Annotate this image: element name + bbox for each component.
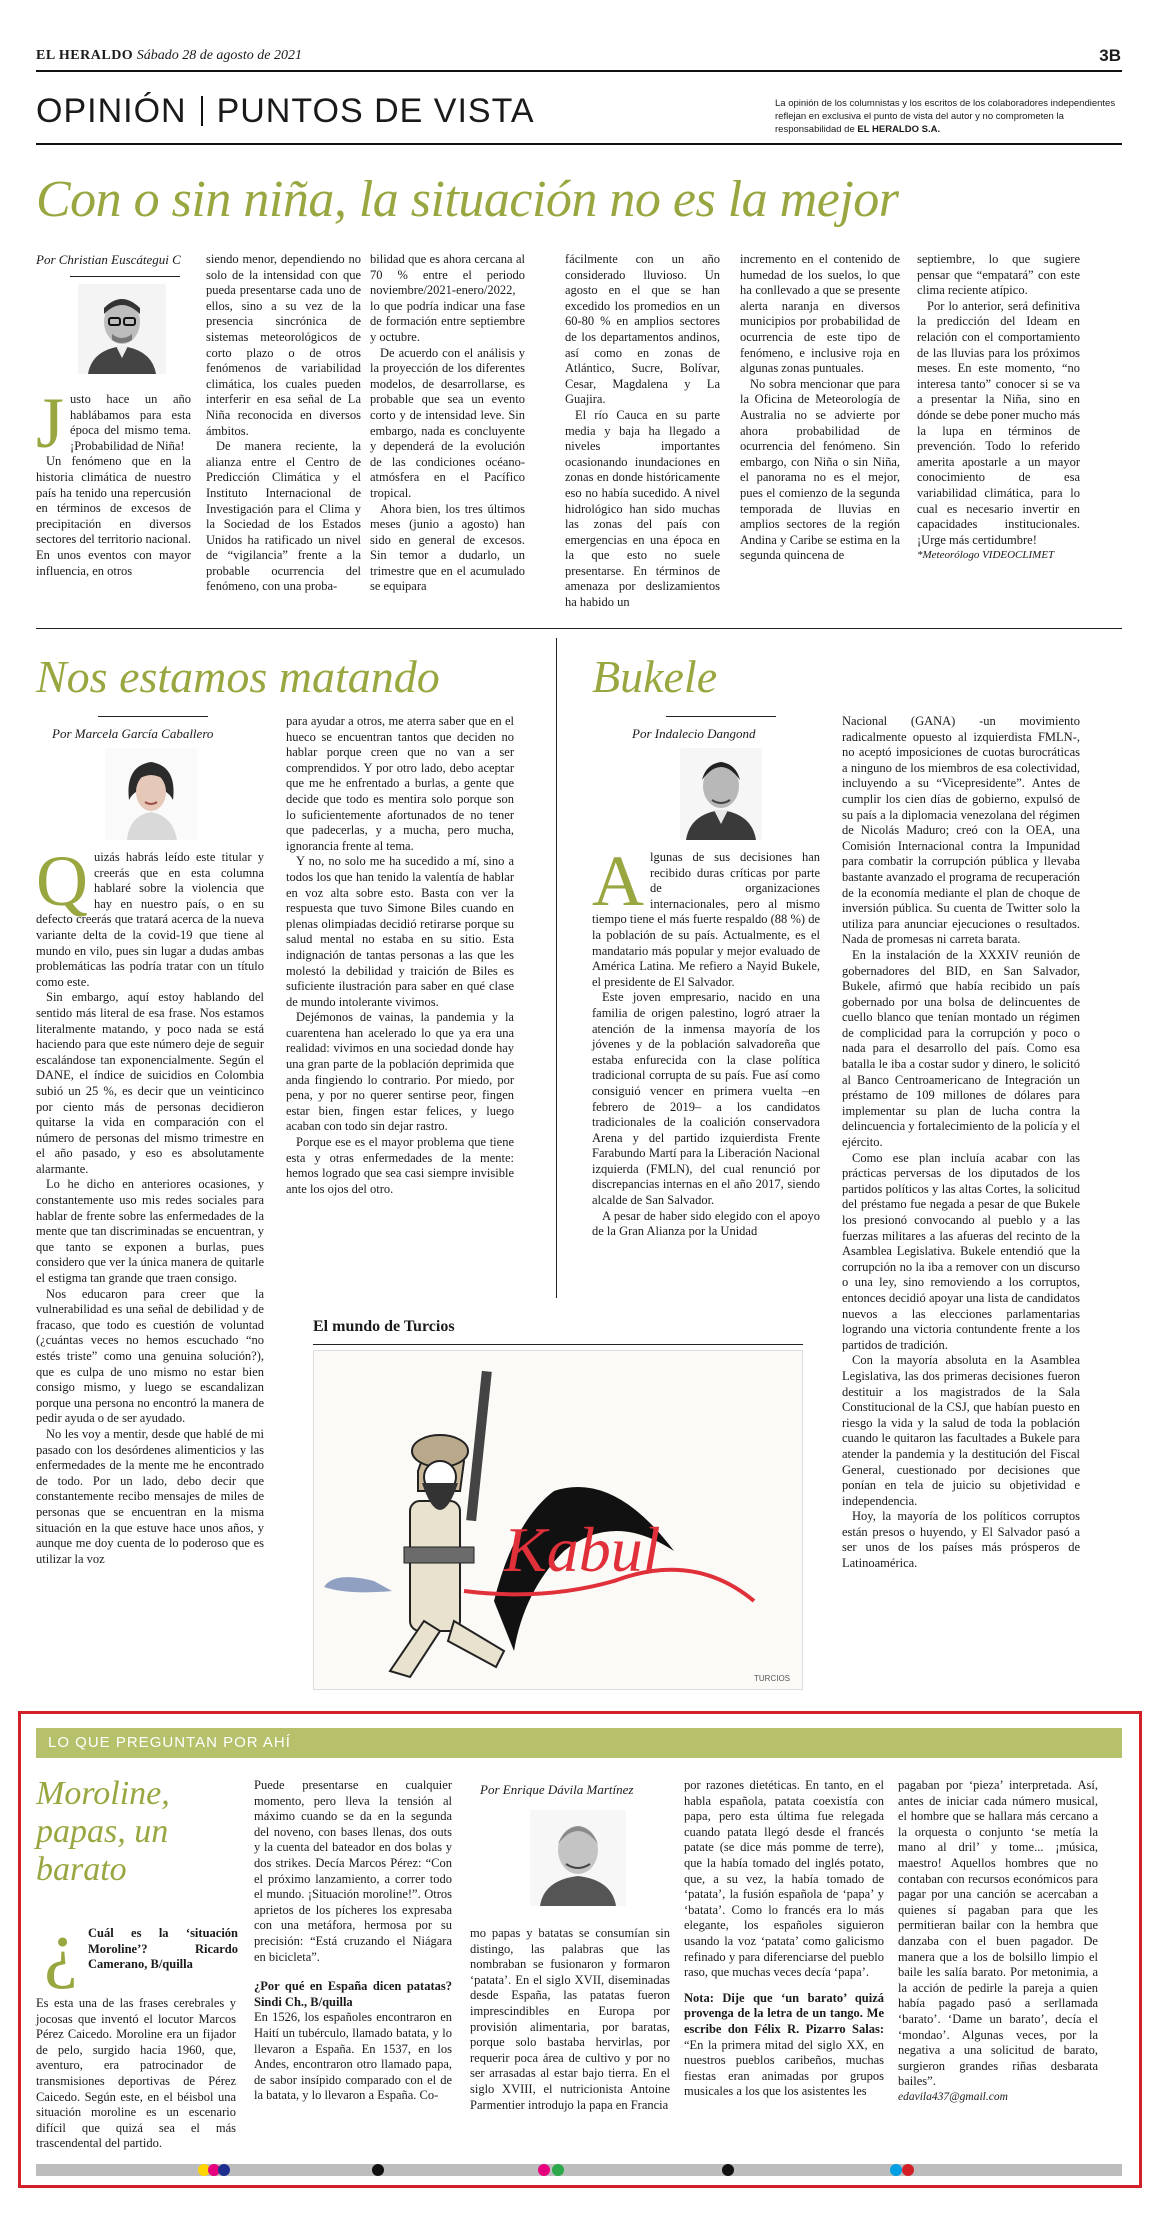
paragraph: De manera reciente, la alianza entre el Centro de Predicción Climática y el Instituto Internacional de Investigación para el Clima y la Sociedad de los Estados Unidos ha ratificado un nivel de “vigilancia” frente a la probable ocurrencia del fenómeno, con una proba-	[206, 439, 361, 594]
paragraph: No sobra mencionar que para la Oficina de Meteorología de Australia no se advierte por ahora probabilidad de ocurrencia del fenómeno. Sin embargo, con Niña o sin Niña, el panorama no es el mejor, pues el comienzo de la segunda temporada de lluvias en amplios sectores de la región Andina y Caribe se estima en la segunda quincena de	[740, 376, 900, 563]
article1-col-6	[917, 252, 1080, 564]
disclaimer-brand: EL HERALDO S.A.	[857, 123, 941, 135]
qa-question-1	[88, 1926, 238, 1973]
paragraph: Lo he dicho en anteriores ocasiones, y constantemente uso mis redes sociales para hablar de frente sobre las enfermedades de la mente que tan discriminadas se encuentran, y que tanto se exponen a burlas, pues considero que ver la única manera de quitarle el estigma tan grande que traen consigo.	[36, 1177, 264, 1286]
paragraph: Es esta una de las frases cerebrales y jocosas que inventó el locutor Marcos Pérez Caicedo. Moroline era un fijador de pelo, surgido hacia 1960, que, aventuro, era patrocinador de transmisiones deportivas de Pérez Caicedo. Según este, en el béisbol una situación moroline es un escenario difícil que quizá sea el más trascendental del partido.	[36, 1996, 236, 2151]
article1-col-4	[565, 252, 720, 611]
paragraph: A pesar de haber sido elegido con el apoyo de la Gran Alianza por la Unidad	[592, 1208, 820, 1239]
paragraph: Sin embargo, aquí estoy hablando del sentido más literal de esa frase. Nos estamos literalmente matando, y poco nada se está haciendo para que este número deje de seguir escalándose tan exponencialmente. Según el DANE, el índice de suicidios en Colombia subió un 25 %, es decir que un veinticinco por ciento más de personas decidieron quitarse la vida en comparación con el número de personas del mismo trimestre en el año pasado, y eso es absolutamente alarmante.	[36, 990, 264, 1176]
cartoon-illustration	[313, 1350, 803, 1690]
paragraph: Con la mayoría absoluta en la Asamblea Legislativa, las dos primeras decisiones fueron destituir a los magistrados de la Sala Constitucional de la CSJ, que habían puesto en riesgo la vida y la salud de toda la población cuando le quitaron las facultades a Bukele para atender la pandemia y la destitución del Fiscal General, cuestionado por decisiones que ponían en tela de juicio su objetividad e independencia.	[842, 1353, 1080, 1508]
registration-dot	[552, 2164, 564, 2176]
paragraph: mo papas y batatas se consumían sin distingo, las palabras que las nombraban se fusionaron y formaron ‘patata’. En el siglo XVII, diseminadas desde España, las patatas fueron imprescindibles en Europa por provisión alimentaria, por baratas, porque solo bastaba hervirlas, por requerir poca área de cultivo y por no ser arrasadas al estar bajo tierra. En el siglo XVIII, el nutricionista Antoine Parmentier introdujo la papa en Francia	[470, 1926, 670, 2112]
paragraph: lgunas de sus decisiones han recibido duras críticas por parte de organizaciones internacionales, pero al mismo tiempo tiene el más fuerte respaldo (88 %) de la población de su país. Actualmente, es el mandatario más popular y mejor evaluado de América Latina. Me refiero a Nayid Bukele, el presidente de El Salvador.	[592, 850, 820, 989]
section-title	[36, 92, 535, 131]
registration-dot	[902, 2164, 914, 2176]
question-mark-cap: ¿	[44, 1906, 78, 1990]
article2-col-2	[286, 714, 514, 1197]
top-rule	[36, 70, 1122, 72]
section-name: OPINIÓN	[36, 92, 187, 130]
disclaimer	[775, 98, 1120, 136]
cartoon-signature: TURCIOS	[754, 1674, 790, 1683]
paragraph: siendo menor, dependiendo no solo de la intensidad con que pueda presentarse cada uno de ellos, sino a su vez de la presencia sincrónica de sistemas meteorológicos de corto plazo o de otros fenómenos de variabilidad climática, los cuales pueden interferir en esa señal de La Niña reconocida en diversos ámbitos.	[206, 252, 361, 438]
section-separator	[201, 96, 203, 126]
qa-col-4	[684, 1778, 884, 2100]
issue-date: Sábado 28 de agosto de 2021	[136, 48, 302, 63]
paragraph: Como ese plan incluía acabar con las prácticas perversas de los diputados de los partidos políticos y las altas Cortes, la solicitud del préstamo fue negada a pesar de que Bukele los presionó convocando al pueblo y a las fuerzas militares a las afueras del recinto de la Asamblea Legislativa. Bukele entendió que la corrupción no la iba a remover con un discurso o una ley, sino removiendo a los corruptos, entonces decidió apoyar una lista de candidatos nuevos a las elecciones parlamentarias logrando una victoria contundente frente a los partidos de tradición.	[842, 1150, 1080, 1352]
qa-byline: Por Enrique Dávila Martínez	[480, 1782, 634, 1797]
paragraph: para ayudar a otros, me aterra saber que en el hueco se encuentran tantos que deciden no hablar porque creen que no van a ser comprendidos. Y por otro lado, debo aceptar que me he enfrentado a burlas, a gente que decide que todo es mentira solo porque son lo suficientemente afortunados de no tener que padecerlas, y a mucha, pero mucha, ignorancia frente al tema.	[286, 714, 514, 853]
paragraph: Nos educaron para creer que la vulnerabilidad es una señal de debilidad y de fracaso, que todo es cuestión de voluntad (¿cuántas veces no hemos escuchado “no estés triste” como una genuina solución?), que es culpa de uno mismo no estar bien consigo mismo, y luego se escandalizan porque una persona no encontró la manera de pedir ayuda o de ser ayudado.	[36, 1286, 264, 1426]
article1-col-3	[370, 252, 525, 595]
article1-headline: Con o sin niña, la situación no es la mejor	[36, 171, 899, 228]
paragraph: fácilmente con un año considerado lluvioso. Un agosto en el que se han excedido los promedios en un 60-80 % en amplios sectores de los departamentos andinos, así como en zonas de Atlántico, Sucre, Bolívar, Cesar, Magdalena y La Guajira.	[565, 252, 720, 407]
article2-col-1	[36, 841, 264, 1567]
author-portrait-euscategui	[78, 284, 166, 374]
article3-col-2	[842, 714, 1080, 1572]
registration-dot	[722, 2164, 734, 2176]
cartoon-word: Kabul	[504, 1514, 661, 1585]
page-number: 3B	[1099, 46, 1121, 65]
paragraph: El río Cauca en su parte media y baja ha llegado a niveles importantes ocasionando inundaciones en zonas en donde históricamente eso no había sucedido. A nivel hidrológico han sido muchas las zonas del país con emergencias en una época en la que esto no suele presentarse. En términos de amenaza por deslizamientos ha habido un	[565, 407, 720, 610]
question: ¿Por qué en España dicen patatas? Sindi Ch., B/quilla	[254, 1979, 452, 2009]
paragraph: No les voy a mentir, desde que hablé de mi pasado con los desórdenes alimenticios y las enfermedades de la mente me he encontrado de todo. Por un lado, debo decir que constantemente recibo mensajes de miles de personas que se encuentran en la misma situación en la que estuve hace unos años, y aunque me doy cuenta de lo poderoso que es utilizar la voz	[36, 1426, 264, 1566]
author-portrait-garcia	[105, 748, 197, 840]
column-divider	[556, 638, 557, 1298]
paragraph: por razones dietéticas. En tanto, en el habla española, patata coexistía con papa, pero esta última fue relegada cuando patata llegó desde el francés patate (se dice más pomme de terre), que la había tomado del inglés potato, que, a su vez, la había tomado de ‘patata’, la fusión española de ‘papa’ y ‘batata’. Como lo francés era lo más elegante, los españoles siguieron usando la voz ‘patata’ como galicismo refinado y para diferenciarse del pueblo raso, que muchas veces decía ‘papa’.	[684, 1778, 884, 1980]
paragraph: septiembre, lo que sugiere pensar que “empatará” con este clima reciente atípico.	[917, 252, 1080, 298]
article1-col-1	[36, 383, 191, 579]
paragraph: Hoy, la mayoría de los políticos corruptos están presos o huyendo, y El Salvador pasó a ser unos de los países más prósperos de Latinoamérica.	[842, 1509, 1080, 1571]
registration-dot	[218, 2164, 230, 2176]
section-subname: PUNTOS DE VISTA	[216, 92, 535, 130]
paragraph: De acuerdo con el análisis y la proyección de los diferentes modelos, de desarrollarse, es probable que sea un evento corto y de intensidad leve. Sin embargo, nada es concluyente y dependerá de la evolución de las condiciones océano-atmósfera en el Pacífico tropical.	[370, 345, 525, 500]
paragraph: Un fenómeno que en la historia climática de nuestro país ha tenido una repercusión en términos de excesos de precipitación en diversos sectores del territorio nacional. En unos eventos con mayor influencia, en otros	[36, 454, 191, 578]
dropcap: J	[36, 383, 65, 463]
author-email: edavila437@gmail.com	[898, 2090, 1008, 2103]
article2-headline: Nos estamos matando	[36, 651, 440, 702]
paragraph: Por lo anterior, será definitiva la predicción del Ideam en relación con el comportamiento de las lluvias para los próximos meses. En este momento, “no interesa tanto” conocer si se va a presentar la Niña, sino en dónde se debe poner mucho más la lupa en términos de prevención. Todo lo referido amerita apostarle a un mayor conocimiento de esa variabilidad climática, para lo cual es necesario invertir en capacidades institucionales. ¡Urge más certidumbre!	[917, 298, 1080, 547]
registration-dot	[890, 2164, 902, 2176]
article3-col-1	[592, 841, 820, 1240]
disclaimer-text: La opinión de los columnistas y los escritos de los colaboradores independientes reflejan en exclusiva el punto de vista del autor y no comprometen la responsabilidad de	[775, 98, 1116, 135]
byline-rule	[98, 716, 208, 717]
qa-headline: Moroline, papas, un barato	[36, 1775, 170, 1888]
author-signature: *Meteorólogo VIDEOCLIMET	[917, 549, 1055, 562]
qa-col-5	[898, 1778, 1098, 2105]
paragraph: usto hace un año hablábamos para esta época del mismo tema. ¡Probabilidad de Niña!	[70, 392, 191, 453]
qa-col-2	[254, 1778, 452, 2104]
paper-name: EL HERALDO	[36, 48, 134, 63]
registration-dot	[538, 2164, 550, 2176]
byline-rule	[70, 276, 180, 277]
qa-col-1	[36, 1996, 236, 2152]
paragraph: Puede presentarse en cualquier momento, pero lleva la tensión al máximo cuando se da en la segunda del noveno, con bases llenas, dos outs y la cuenta del bateador en dos bolas y dos strikes. Decía Marcos Pérez: “Con el próximo lanzamiento, a correr todo el mundo. ¡Situación moroline!”. Otros aprietos de los pícheres los expresaba con una metáfora, hermosa por su precisión: “Está cruzando el Niágara en bicicleta”.	[254, 1778, 452, 1964]
paragraph: Dejémonos de vainas, la pandemia y la cuarentena han acelerado lo que ya era una realidad: vivimos en una sociedad donde hay una gran parte de la población deprimida que anda fingiendo lo contrario. Por miedo, por pena, y por no querer sentirse peor, fingen estar bien, fingen estar felices, y luego acaban con todo sin dejar rastro.	[286, 1010, 514, 1134]
dropcap: A	[592, 841, 644, 921]
article-divider	[36, 628, 1122, 629]
paragraph: Este joven empresario, nacido en una familia de origen palestino, logró atraer la atención de la inmensa mayoría de los jóvenes y de la población salvadoreña que estaba enfurecida con la clase política tradicional corrupta de su país. Fue así como consiguió vencer en primera vuelta –en febrero de 2019– a los candidatos tradicionales de la coalición conservadora Arena y del partido izquierdista Frente Farabundo Martí para la Liberación Nacional izquierda (FMLN), del cual renunció por discrepancias internas en el año 2017, siendo alcalde de San Salvador.	[592, 990, 820, 1208]
cartoon-rule	[313, 1344, 803, 1345]
cartoon-title: El mundo de Turcios	[313, 1318, 455, 1335]
paragraph: “En la primera mitad del siglo XX, en nuestros pueblos caribeños, muchas fiestas eran animadas por grupos musicales a los que los asistentes les	[684, 2037, 884, 2099]
masthead	[36, 48, 302, 64]
paragraph: Nacional (GANA) -un movimiento radicalmente opuesto al izquierdista FMLN-, no aceptó imposiciones de cuotas burocráticas a ninguno de los miembros de esa colectividad, incluyendo a su “Vicepresidente”. Antes de cumplir los cien días de gobierno, expulsó de su país a la diplomacia venezolana del régimen de Nicolás Maduro; creó con la OEA, una Comisión Internacional contra la Impunidad para combatir la corrupción pública y llevaba bastante avanzado el programa de recuperación de la economía mediante el plan de choque de inversión pública. Su cuenta de Twitter solo la utiliza para anunciar ejecuciones o resultados. Nada de promesas ni carreta barata.	[842, 714, 1080, 947]
qa-col-3	[470, 1926, 670, 2113]
author-portrait-dangond	[680, 748, 762, 840]
article1-byline: Por Christian Euscátegui C	[36, 252, 181, 267]
paragraph: Y no, no solo me ha sucedido a mí, sino a todos los que han tenido la valentía de hablar en voz alta sobre esto. Basta con ver la respuesta que tuvo Simone Biles cuando en plenas olimpiadas decidió retirarse porque su salud mental no estaba en su sitio. Esta indignación de tantas personas a las que les molestó la debilidad y traición de Biles es suficiente ilustración para saber en qué clase de mundo intolerante vivimos.	[286, 854, 514, 1009]
registration-dot	[372, 2164, 384, 2176]
qa-section-band: LO QUE PREGUNTAN POR AHÍ	[36, 1728, 1122, 1758]
paragraph: pagaban por ‘pieza’ interpretada. Así, antes de iniciar cada número musical, el hombre que se hallara más cercano a la orquesta o conjunto ‘se metía la mano al dril’ y tome... ¡música, maestro! Aquellos hombres que no contaban con recursos económicos para pagar por una canción se acercaban a quienes sí pagaban para que les permitieran bailar con la hembra que danzaba con el buen pagador. De manera que a los de bolsillo limpio el baile les salía barato. Por metonimia, a la acción de pedirle la pareja a quien había pagado pasó a serllamada ‘barato’. ‘Dame un barato’, decía el ‘mondao’. Algunas veces, por la negativa a una solicitud de barato, surgieron grandes riñas desbarata bailes”.	[898, 1778, 1098, 2089]
article1-col-2	[206, 252, 361, 595]
paragraph: bilidad que es ahora cercana al 70 % entre el periodo noviembre/2021-enero/2022, lo que podría indicar una fase de formación entre septiembre y octubre.	[370, 252, 525, 344]
dropcap: Q	[36, 841, 88, 921]
paragraph: incremento en el contenido de humedad de los suelos, lo que ha conllevado a que se presente alerta naranja en diversos municipios por probabilidad de ocurrencia de este tipo de fenómeno, e inclusive roja en algunas zonas puntuales.	[740, 252, 900, 376]
paragraph: uizás habrás leído este titular y creerás que en esta columna hablaré sobre la violencia que hay en nuestro país, o en su defecto creerás que tratará acerca de la nueva variante delta de la covid-19 que tiene al mundo en vilo, pues sin lugar a dudas ambas problemáticas las podría tratar con un título como este.	[36, 850, 264, 989]
article1-col-5	[740, 252, 900, 564]
paragraph: En 1526, los españoles encontraron en Haití un tubérculo, llamado batata, y lo llevaron a España. En 1537, en los Andes, encontraron otro llamado papa, de sabor insípido comparado con el de la batata, y lo llevaron a España. Co-	[254, 2010, 452, 2103]
paragraph: Ahora bien, los tres últimos meses (junio a agosto) han sido en general de excesos. Sin temor a dudarlo, un trimestre que en el acumulado se equipara	[370, 501, 525, 594]
byline-rule	[666, 716, 776, 717]
author-portrait-davila	[530, 1810, 626, 1906]
article3-byline: Por Indalecio Dangond	[632, 726, 756, 741]
article3-headline: Bukele	[592, 651, 718, 702]
paragraph: En la instalación de la XXXIV reunión de gobernadores del BID, en San Salvador, Bukele, afirmó que había recibido un país gobernado por una bolsa de delincuentes de cuello blanco que tenían montado un régimen de complicidad para la corrupción y poco o nada para el desarrollo del país. Como esa batalla le iba a costar sudor y dinero, le solicitó al Banco Centroamericano de Integración un préstamo de 109 millones de dólares para implementar su plan de lucha contra la delincuencia y fortalecimiento de la policía y el ejército.	[842, 947, 1080, 1150]
note-heading: Nota: Dije que ‘un barato’ quizá provenga de la letra de un tango. Me escribe don Félix R. Pizarro Salas:	[684, 1990, 884, 2036]
article2-byline: Por Marcela García Caballero	[52, 726, 214, 741]
question: Cuál es la ‘situación Moroline’? Ricardo Camerano, B/quilla	[88, 1926, 238, 1972]
paragraph: Porque ese es el mayor problema que tiene esta y otras enfermedades de la mente: hemos logrado que sea casi siempre invisible ante los ojos del otro.	[286, 1135, 514, 1196]
section-rule	[36, 143, 1122, 145]
